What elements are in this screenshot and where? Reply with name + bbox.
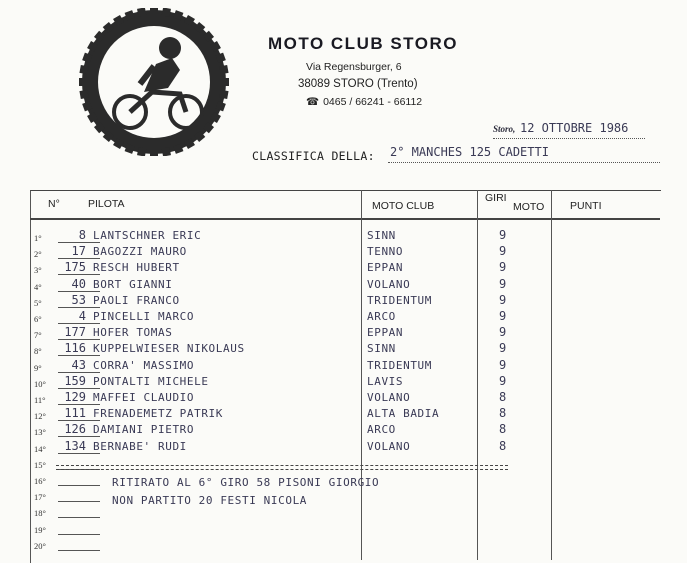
rider-club: TRIDENTUM bbox=[367, 358, 433, 372]
row-underline bbox=[58, 339, 100, 340]
rider-laps: 9 bbox=[499, 373, 507, 388]
row-position: 3° bbox=[34, 265, 42, 276]
row-underline bbox=[58, 291, 100, 292]
row-underline bbox=[58, 307, 100, 308]
rider-club: EPPAN bbox=[367, 326, 404, 340]
rider-club: EPPAN bbox=[367, 261, 404, 275]
date-label: Storo, bbox=[493, 124, 516, 134]
rider-number: 111 bbox=[64, 406, 86, 421]
classifica-value: 2° MANCHES 125 CADETTI bbox=[390, 145, 549, 159]
note-not-started: NON PARTITO 20 FESTI NICOLA bbox=[112, 494, 308, 507]
rider-laps: 8 bbox=[499, 406, 507, 421]
club-name: MOTO CLUB STORO bbox=[268, 34, 458, 53]
rider-laps: 8 bbox=[499, 438, 507, 453]
row-position: 8° bbox=[34, 346, 42, 357]
club-phone-row bbox=[306, 96, 422, 108]
rider-name: FRENADEMETZ PATRIK bbox=[93, 407, 224, 421]
row-position: 7° bbox=[34, 330, 42, 341]
rider-laps: 9 bbox=[499, 357, 507, 372]
rider-name: BAGOZZI MAURO bbox=[93, 245, 187, 259]
header-moto-club: MOTO CLUB bbox=[372, 200, 435, 212]
row-position: 10° bbox=[34, 378, 46, 389]
telephone-icon: ☎ bbox=[306, 96, 320, 108]
table-header-rule bbox=[30, 218, 660, 220]
club-phone: 0465 / 66241 - 66112 bbox=[323, 96, 423, 108]
moto-club-logo bbox=[70, 8, 238, 156]
rider-number: 177 bbox=[64, 325, 86, 340]
rider-number: 126 bbox=[64, 422, 86, 437]
rider-number: 40 bbox=[71, 276, 86, 291]
header-giri: GIRI bbox=[485, 192, 507, 204]
header-pilota: PILOTA bbox=[88, 198, 125, 210]
separator-double-line bbox=[56, 465, 508, 470]
row-position-empty: 16° bbox=[34, 476, 46, 486]
rider-name: MAFFEI CLAUDIO bbox=[93, 391, 195, 404]
row-underline bbox=[58, 274, 100, 275]
header-num: N° bbox=[48, 198, 60, 210]
rider-number: 53 bbox=[71, 292, 86, 307]
rider-laps: 8 bbox=[499, 422, 507, 437]
rider-club: TENNO bbox=[367, 245, 404, 259]
row-underline bbox=[58, 420, 100, 421]
rider-number: 116 bbox=[64, 341, 86, 356]
rider-number: 175 bbox=[64, 260, 86, 275]
club-street: Via Regensburger, 6 bbox=[306, 61, 402, 73]
rider-number: 159 bbox=[64, 373, 86, 388]
row-position-empty: 17° bbox=[34, 492, 46, 503]
rider-name: BORT GIANNI bbox=[93, 277, 173, 291]
club-city: 38089 STORO (Trento) bbox=[298, 78, 418, 90]
row-underline bbox=[58, 517, 100, 518]
row-underline bbox=[58, 485, 100, 486]
row-position: 6° bbox=[34, 314, 42, 324]
rider-laps: 8 bbox=[499, 390, 507, 404]
classifica-label: CLASSIFICA DELLA: bbox=[252, 149, 375, 163]
row-underline bbox=[58, 501, 100, 502]
row-underline bbox=[58, 534, 100, 535]
rider-laps: 9 bbox=[499, 309, 507, 323]
col-divider-giri bbox=[477, 190, 478, 560]
row-position: 2° bbox=[34, 249, 42, 260]
rider-club: ARCO bbox=[367, 310, 396, 323]
header-punti: PUNTI bbox=[570, 200, 602, 212]
col-divider-punti bbox=[551, 190, 552, 560]
rider-laps: 9 bbox=[499, 260, 507, 275]
row-position: 4° bbox=[34, 281, 42, 292]
rider-club: TRIDENTUM bbox=[367, 293, 433, 307]
rider-club: SINN bbox=[367, 342, 396, 356]
row-underline bbox=[58, 550, 100, 551]
row-underline bbox=[58, 323, 100, 324]
row-position-empty: 18° bbox=[34, 508, 46, 519]
rider-number: 129 bbox=[64, 390, 86, 404]
row-underline bbox=[58, 388, 100, 389]
rider-name: DAMIANI PIETRO bbox=[93, 423, 195, 437]
row-position: 14° bbox=[34, 443, 46, 454]
row-position: 5° bbox=[34, 297, 42, 308]
rider-number: 134 bbox=[64, 438, 86, 453]
row-position: 13° bbox=[34, 427, 46, 438]
rider-laps: 9 bbox=[499, 276, 507, 291]
rider-name: PINCELLI MARCO bbox=[93, 310, 195, 323]
col-divider-club bbox=[361, 190, 362, 560]
rider-laps: 9 bbox=[499, 244, 507, 259]
rider-name: BERNABE' RUDI bbox=[93, 439, 187, 453]
rider-club: VOLANO bbox=[367, 439, 411, 453]
row-position: 11° bbox=[34, 395, 46, 405]
rider-number: 43 bbox=[71, 357, 86, 372]
rider-name: CORRA' MASSIMO bbox=[93, 358, 195, 372]
row-position-empty: 15° bbox=[34, 459, 46, 470]
rider-laps: 9 bbox=[499, 341, 507, 356]
rider-name: KUPPELWIESER NIKOLAUS bbox=[93, 342, 245, 356]
rider-laps: 9 bbox=[499, 292, 507, 307]
rider-number: 17 bbox=[71, 244, 86, 259]
row-position: 1° bbox=[34, 233, 42, 243]
row-position: 12° bbox=[34, 411, 46, 422]
rider-laps: 9 bbox=[499, 228, 507, 242]
row-underline bbox=[58, 404, 100, 405]
rider-club: LAVIS bbox=[367, 374, 404, 388]
rider-number: 4 bbox=[78, 309, 86, 323]
row-position-empty: 19° bbox=[34, 524, 46, 535]
row-underline bbox=[58, 436, 100, 437]
rider-name: HOFER TOMAS bbox=[93, 326, 173, 340]
note-retired: RITIRATO AL 6° GIRO 58 PISONI GIORGIO bbox=[112, 476, 380, 489]
row-underline bbox=[58, 355, 100, 356]
row-underline bbox=[58, 258, 100, 259]
row-underline bbox=[58, 453, 100, 454]
header-moto: MOTO bbox=[513, 201, 545, 213]
rider-name: RESCH HUBERT bbox=[93, 261, 180, 275]
row-underline bbox=[58, 372, 100, 373]
rider-club: ALTA BADIA bbox=[367, 407, 440, 421]
rider-name: PAOLI FRANCO bbox=[93, 293, 180, 307]
rider-club: SINN bbox=[367, 229, 396, 242]
row-position: 9° bbox=[34, 362, 42, 373]
rider-club: VOLANO bbox=[367, 277, 411, 291]
row-position-empty: 20° bbox=[34, 540, 46, 551]
rider-laps: 9 bbox=[499, 325, 507, 340]
rider-name: PONTALTI MICHELE bbox=[93, 374, 209, 388]
row-underline bbox=[58, 242, 100, 243]
rider-name: LANTSCHNER ERIC bbox=[93, 229, 202, 242]
rider-club: VOLANO bbox=[367, 391, 411, 404]
rider-club: ARCO bbox=[367, 423, 396, 437]
rider-number: 8 bbox=[78, 228, 86, 242]
event-date: 12 OTTOBRE 1986 bbox=[520, 121, 629, 135]
